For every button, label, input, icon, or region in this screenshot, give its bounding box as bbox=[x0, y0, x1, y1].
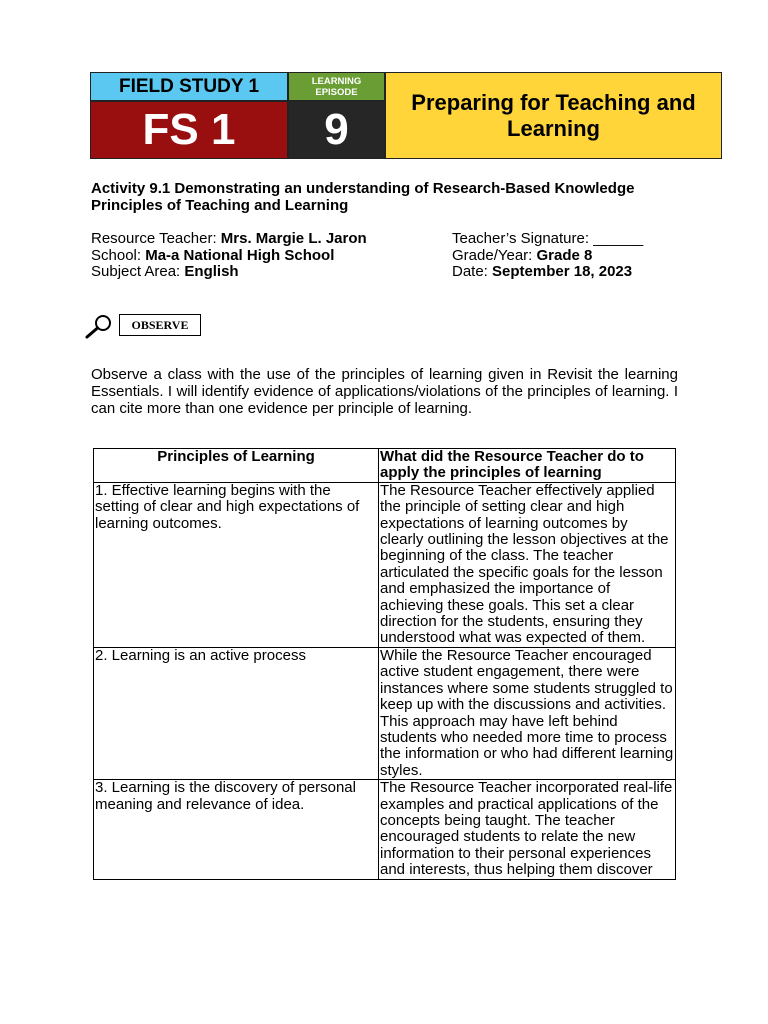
table-row bbox=[94, 482, 676, 647]
table-header-row bbox=[94, 449, 676, 483]
learning-episode-label-line2: EPISODE bbox=[315, 86, 358, 98]
magnifier-icon bbox=[84, 313, 114, 339]
resource-teacher-value: Mrs. Margie L. Jaron bbox=[220, 230, 367, 247]
learning-episode-label-line1: LEARNING bbox=[311, 75, 362, 87]
signature-label: Teacher’s Signature: ______ bbox=[452, 230, 644, 247]
resource-teacher-label: Resource Teacher: bbox=[91, 230, 221, 247]
table-row bbox=[94, 647, 676, 779]
column-header-teacher-actions: What did the Resource Teacher do to apply the principles of learning bbox=[379, 449, 676, 483]
date-value: September 18, 2023 bbox=[492, 263, 633, 280]
grade-label: Grade/Year: bbox=[452, 247, 537, 264]
principles-table bbox=[93, 448, 676, 880]
subject-label: Subject Area: bbox=[91, 263, 185, 280]
principle-cell: 1. Effective learning begins with the setting of clear and high expectations of learning outcomes. bbox=[94, 482, 379, 647]
evidence-cell: The Resource Teacher incorporated real-life examples and practical applications of the concepts being taught. The teacher encouraged students to relate the new information to their personal experiences and interests, thus helping them discover bbox=[379, 780, 676, 879]
field-study-label: FIELD STUDY 1 bbox=[90, 72, 288, 101]
column-header-principles: Principles of Learning bbox=[94, 449, 379, 483]
principle-cell: 2. Learning is an active process bbox=[94, 647, 379, 779]
school-label: School: bbox=[91, 247, 146, 264]
fs-code: FS 1 bbox=[90, 101, 288, 159]
instructions-paragraph: Observe a class with the use of the principles of learning given in Revisit the learning Essentials. I will identify evidence of applications/violations of the principles of learning. I can cite more than one evidence per principle of learning. bbox=[91, 366, 678, 417]
observe-label: OBSERVE bbox=[119, 314, 201, 336]
school-value: Ma-a National High School bbox=[145, 247, 335, 264]
learning-episode-label bbox=[288, 72, 385, 101]
school-line bbox=[91, 247, 334, 264]
evidence-cell: The Resource Teacher effectively applied the principle of setting clear and high expectations of learning outcomes by clearly outlining the lesson objectives at the beginning of the class. The teacher articulated the specific goals for the lesson and emphasized the importance of achieving these goals. This set a clear direction for the students, ensuring they understood what was expected of them. bbox=[379, 482, 676, 647]
evidence-cell: While the Resource Teacher encouraged active student engagement, there were instances where some students struggled to keep up with the discussions and activities. This approach may have left behind students who needed more time to process the information or who had different learning styles. bbox=[379, 647, 676, 779]
date-line bbox=[452, 263, 632, 280]
activity-title: Activity 9.1 Demonstrating an understanding of Research-Based Knowledge Principles of Teaching and Learning bbox=[91, 180, 635, 214]
principle-cell: 3. Learning is the discovery of personal meaning and relevance of idea. bbox=[94, 780, 379, 879]
date-label: Date: bbox=[452, 263, 493, 280]
grade-line bbox=[452, 247, 592, 264]
episode-number: 9 bbox=[288, 101, 385, 159]
resource-teacher-line bbox=[91, 230, 367, 247]
subject-value: English bbox=[184, 263, 239, 280]
signature-line bbox=[452, 230, 643, 247]
subject-line bbox=[91, 263, 239, 280]
grade-value: Grade 8 bbox=[536, 247, 593, 264]
episode-header bbox=[90, 72, 722, 159]
episode-title: Preparing for Teaching and Learning bbox=[385, 72, 722, 159]
table-row bbox=[94, 780, 676, 879]
